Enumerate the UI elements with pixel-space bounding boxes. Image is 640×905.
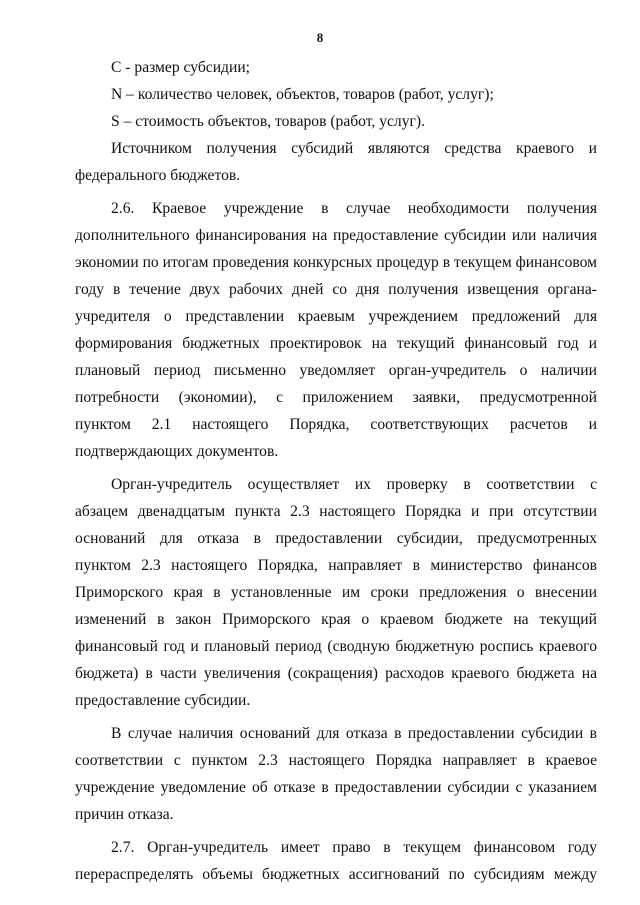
text-line: перераспределять объемы бюджетных ассигнований по субсидиям между	[75, 866, 597, 883]
text-line: причин отказа.	[75, 806, 174, 823]
text-line: году в течение двух рабочих дней со дня получения извещения органа-	[75, 281, 597, 298]
text-line: потребности (экономии), с приложением заявки, предусмотренной	[75, 389, 597, 406]
text-line: абзацем двенадцатым пункта 2.3 настоящего Порядка и при отсутствии	[75, 503, 597, 520]
document-body	[75, 54, 597, 888]
text-line: пунктом 2.1 настоящего Порядка, соответствующих расчетов и	[75, 416, 597, 433]
text-line: федерального бюджетов.	[75, 167, 241, 184]
text-line: соответствии с пунктом 2.3 настоящего Порядка направляет в краевое	[75, 752, 597, 769]
paragraph-refusal	[75, 720, 597, 828]
text-line: формирования бюджетных проектировок на текущий финансовый год и	[75, 335, 597, 352]
paragraph-2-7	[75, 834, 597, 888]
paragraph-funding-source	[75, 135, 597, 189]
formula-definition-c	[75, 54, 597, 81]
paragraph-2-6	[75, 195, 597, 465]
text-line: пунктом 2.3 настоящего Порядка, направляет в министерство финансов	[75, 557, 597, 574]
text-line: бюджета) в части увеличения (сокращения) расходов краевого бюджета на	[75, 665, 597, 682]
text-line: оснований для отказа в предоставлении субсидии, предусмотренных	[75, 530, 597, 547]
text-line: 2.7. Орган-учредитель имеет право в текущем финансовом году	[111, 839, 597, 856]
paragraph-founder-review	[75, 471, 597, 714]
text-line: Источником получения субсидий являются средства краевого и	[111, 140, 597, 157]
text-line: N – количество человек, объектов, товаров (работ, услуг);	[111, 86, 494, 103]
text-line: 2.6. Краевое учреждение в случае необходимости получения	[111, 200, 597, 217]
formula-definition-n	[75, 81, 597, 108]
text-line: S – стоимость объектов, товаров (работ, услуг).	[111, 113, 425, 130]
text-line: учреждение уведомление об отказе в предоставлении субсидии с указанием	[75, 779, 597, 796]
text-line: финансовый год и плановый период (сводную бюджетную роспись краевого	[75, 638, 597, 655]
text-line: учредителя о представлении краевым учреждением предложений для	[75, 308, 597, 325]
text-line: экономии по итогам проведения конкурсных процедур в текущем финансовом	[75, 254, 597, 271]
text-line: дополнительного финансирования на предоставление субсидии или наличия	[75, 227, 597, 244]
text-line: подтверждающих документов.	[75, 443, 279, 460]
text-line: С - размер субсидии;	[111, 59, 250, 76]
text-line: Орган-учредитель осуществляет их проверку в соответствии с	[111, 476, 597, 493]
formula-definition-s	[75, 108, 597, 135]
text-line: предоставление субсидии.	[75, 692, 251, 709]
text-line: плановый период письменно уведомляет орган-учредитель о наличии	[75, 362, 597, 379]
text-line: Приморского края в установленные им сроки предложения о внесении	[75, 584, 597, 601]
text-line: В случае наличия оснований для отказа в предоставлении субсидии в	[111, 725, 597, 742]
text-line: изменений в закон Приморского края о краевом бюджете на текущий	[75, 611, 597, 628]
page-number: 8	[316, 30, 324, 45]
